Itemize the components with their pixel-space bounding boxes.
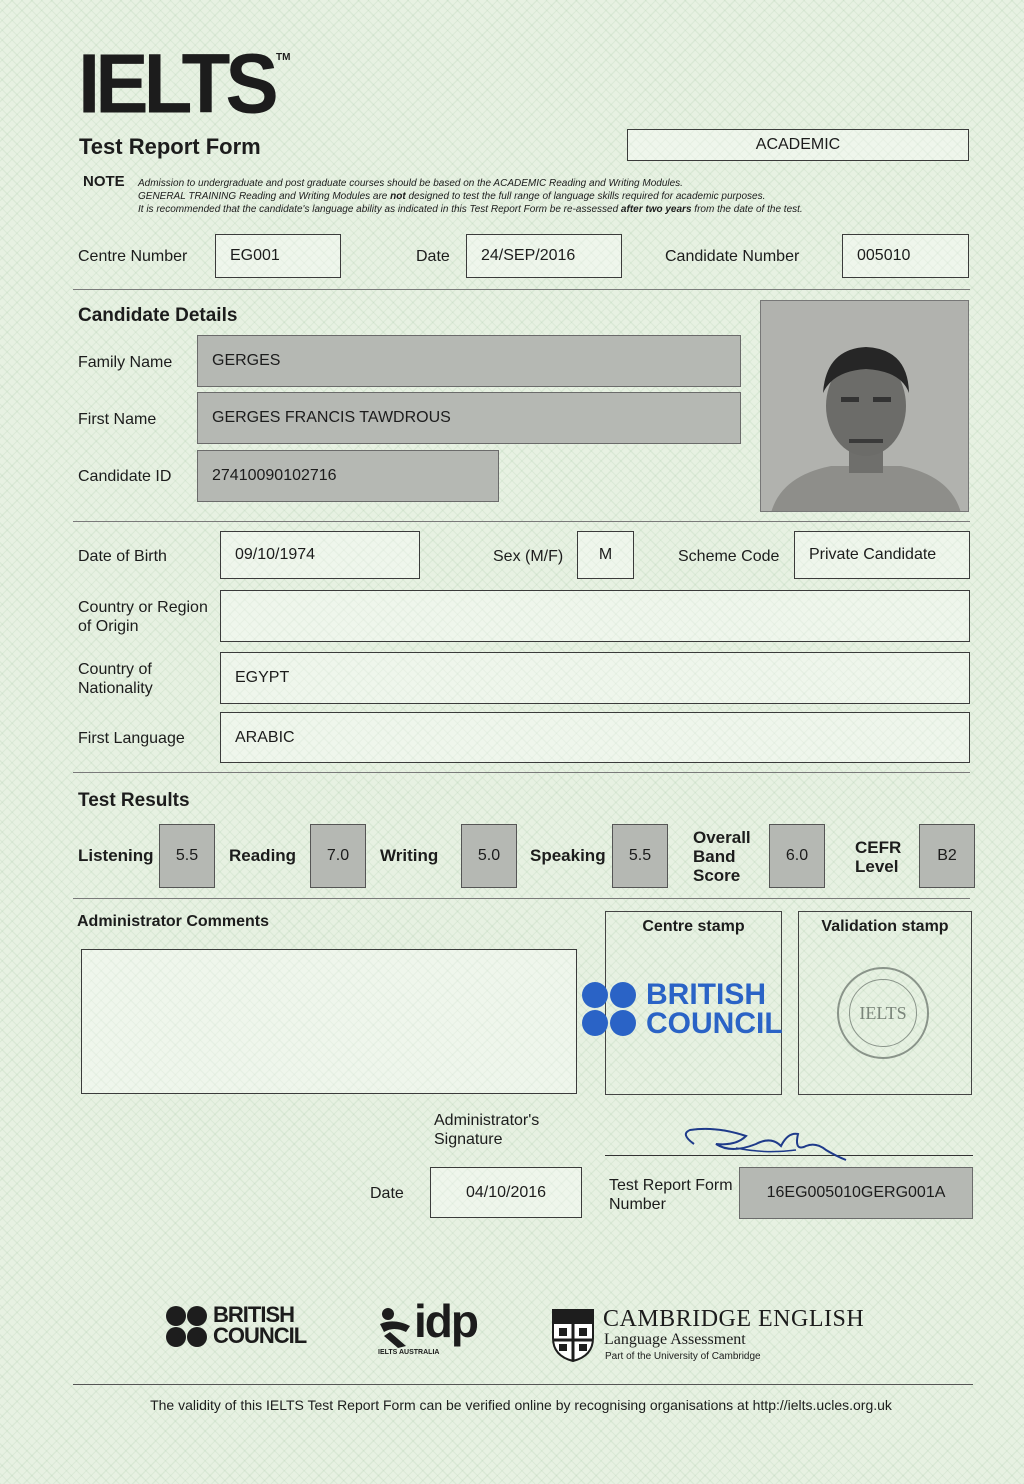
cambridge-shield-icon: [551, 1308, 595, 1362]
nationality-label: [78, 660, 153, 698]
footer-bc-text: [213, 1304, 306, 1346]
validation-stamp-label: Validation stamp: [821, 918, 949, 935]
dob-label: Date of Birth: [78, 548, 167, 565]
country-origin-label-line2: of Origin: [78, 618, 139, 635]
divider: [73, 898, 970, 899]
nationality-label-line2: Nationality: [78, 680, 153, 697]
footer-idp-logo: [376, 1295, 486, 1362]
dot: [187, 1327, 207, 1347]
stamp-bc-line1: BRITISH: [646, 978, 766, 1011]
note-line-2c: designed to test the full range of language skills required for academic purposes.: [405, 191, 766, 202]
trf-number-field: 16EG005010GERG001A: [739, 1167, 973, 1219]
note-label: NOTE: [83, 173, 125, 190]
validation-stamp-box: [798, 911, 972, 1095]
stamp-bc-line2: COUNCIL: [646, 1007, 783, 1040]
dot: [610, 982, 636, 1008]
listening-label: Listening: [78, 846, 154, 865]
centre-stamp-label: Centre stamp: [642, 918, 745, 935]
signature-label-line1: Administrator's: [434, 1112, 540, 1129]
form-title: Test Report Form: [79, 134, 261, 159]
administrator-signature: [676, 1124, 856, 1166]
footer-cambridge-logo: [551, 1306, 881, 1366]
dot: [166, 1306, 186, 1326]
test-date-field: 24/SEP/2016: [466, 234, 622, 278]
photo-portrait-icon: [761, 301, 969, 512]
listening-score: 5.5: [159, 824, 215, 888]
trf-number-label: [609, 1176, 733, 1214]
nationality-field: EGYPT: [220, 652, 970, 704]
note-line-2: [138, 190, 938, 203]
dot: [582, 1010, 608, 1036]
cefr-level-label: [855, 838, 901, 876]
first-name-field: GERGES FRANCIS TAWDROUS: [197, 392, 741, 444]
trf-label-line2: Number: [609, 1196, 666, 1213]
centre-number-label: Centre Number: [78, 248, 188, 265]
candidate-details-title: Candidate Details: [78, 305, 238, 326]
country-origin-label-line1: Country or Region: [78, 599, 208, 616]
first-language-field: ARABIC: [220, 712, 970, 763]
scheme-code-label: Scheme Code: [678, 548, 780, 565]
dob-field: 09/10/1974: [220, 531, 420, 579]
cefr-label-line2: Level: [855, 857, 899, 876]
overall-band-label: [693, 828, 751, 885]
country-origin-field: [220, 590, 970, 642]
candidate-id-label: Candidate ID: [78, 468, 172, 485]
footer-bc-line1: BRITISH: [213, 1302, 294, 1327]
validity-statement: The validity of this IELTS Test Report Form can be verified online by recognising organisations at http://ielts.ucles.org.uk: [150, 1397, 892, 1413]
footer-divider: [73, 1384, 973, 1385]
trademark: TM: [276, 52, 291, 63]
candidate-id-field: 27410090102716: [197, 450, 499, 502]
overall-label-line3: Score: [693, 866, 741, 885]
validation-seal-inner: [849, 979, 917, 1047]
cambridge-subtitle: Language Assessment: [604, 1331, 746, 1348]
cefr-label-line1: CEFR: [855, 838, 902, 857]
idp-figure-icon: [376, 1306, 414, 1348]
reading-label: Reading: [229, 846, 297, 865]
sex-field: M: [577, 531, 634, 579]
candidate-number-label: Candidate Number: [665, 248, 800, 265]
validation-seal-icon: [837, 967, 929, 1059]
note-line-2a: GENERAL TRAINING Reading and Writing Modules are: [138, 191, 391, 202]
admin-comments-field: [81, 949, 577, 1094]
test-results-title: Test Results: [78, 790, 190, 811]
candidate-number-field: 005010: [842, 234, 969, 278]
trf-label-line1: Test Report Form: [609, 1177, 733, 1194]
family-name-field: GERGES: [197, 335, 741, 387]
admin-date-field: 04/10/2016: [430, 1167, 582, 1218]
overall-label-line1: Overall: [693, 828, 751, 847]
country-origin-label: [78, 598, 208, 636]
module-box: ACADEMIC: [627, 129, 969, 161]
seal-text: IELTS: [859, 1002, 907, 1023]
note-line-2b: not: [390, 191, 406, 202]
reading-score: 7.0: [310, 824, 366, 888]
divider: [73, 772, 970, 773]
ielts-logo: [78, 36, 291, 131]
scheme-code-field: Private Candidate: [794, 531, 970, 579]
cambridge-title: CAMBRIDGE ENGLISH: [603, 1306, 865, 1332]
footer-british-council-logo: [166, 1304, 316, 1350]
footer-bc-dots-icon: [166, 1306, 208, 1348]
test-date-label: Date: [416, 248, 450, 265]
note-line-1: Admission to undergraduate and post graduate courses should be based on the ACADEMIC Reading and Writing Modules.: [138, 178, 683, 189]
ielts-logo-text: IELTS: [78, 36, 274, 131]
writing-score: 5.0: [461, 824, 517, 888]
signature-label: [434, 1111, 539, 1149]
note-line-3c: from the date of the test.: [691, 204, 803, 215]
admin-comments-label: Administrator Comments: [77, 913, 270, 930]
writing-label: Writing: [380, 846, 439, 865]
speaking-score: 5.5: [612, 824, 668, 888]
centre-number-field: EG001: [215, 234, 341, 278]
dot: [187, 1306, 207, 1326]
stamp-bc-text: [646, 980, 783, 1038]
nationality-label-line1: Country of: [78, 661, 152, 678]
admin-date-label: Date: [370, 1185, 404, 1202]
note-line-3: [138, 203, 938, 216]
sex-label: Sex (M/F): [493, 548, 564, 565]
speaking-label: Speaking: [530, 846, 606, 865]
divider: [73, 289, 970, 290]
family-name-label: Family Name: [78, 354, 173, 371]
idp-subtext: IELTS AUSTRALIA: [378, 1349, 440, 1356]
overall-band-score: 6.0: [769, 824, 825, 888]
first-language-label: First Language: [78, 730, 185, 747]
dot: [582, 982, 608, 1008]
divider: [73, 521, 970, 522]
cambridge-part-of: Part of the University of Cambridge: [605, 1351, 761, 1362]
note-line-3b: after two years: [620, 204, 692, 215]
dot: [610, 1010, 636, 1036]
candidate-photo: [760, 300, 969, 512]
signature-label-line2: Signature: [434, 1131, 503, 1148]
overall-label-line2: Band: [693, 847, 736, 866]
british-council-stamp: [582, 980, 782, 1040]
dot: [166, 1327, 186, 1347]
note-text: [138, 177, 938, 216]
cefr-level-score: B2: [919, 824, 975, 888]
footer-bc-line2: COUNCIL: [213, 1323, 307, 1348]
first-name-label: First Name: [78, 411, 157, 428]
idp-text: idp: [414, 1295, 477, 1347]
note-line-3a: It is recommended that the candidate's language ability as indicated in this Test Report Form be re-assessed: [138, 204, 621, 215]
british-council-dots-icon: [582, 982, 638, 1038]
